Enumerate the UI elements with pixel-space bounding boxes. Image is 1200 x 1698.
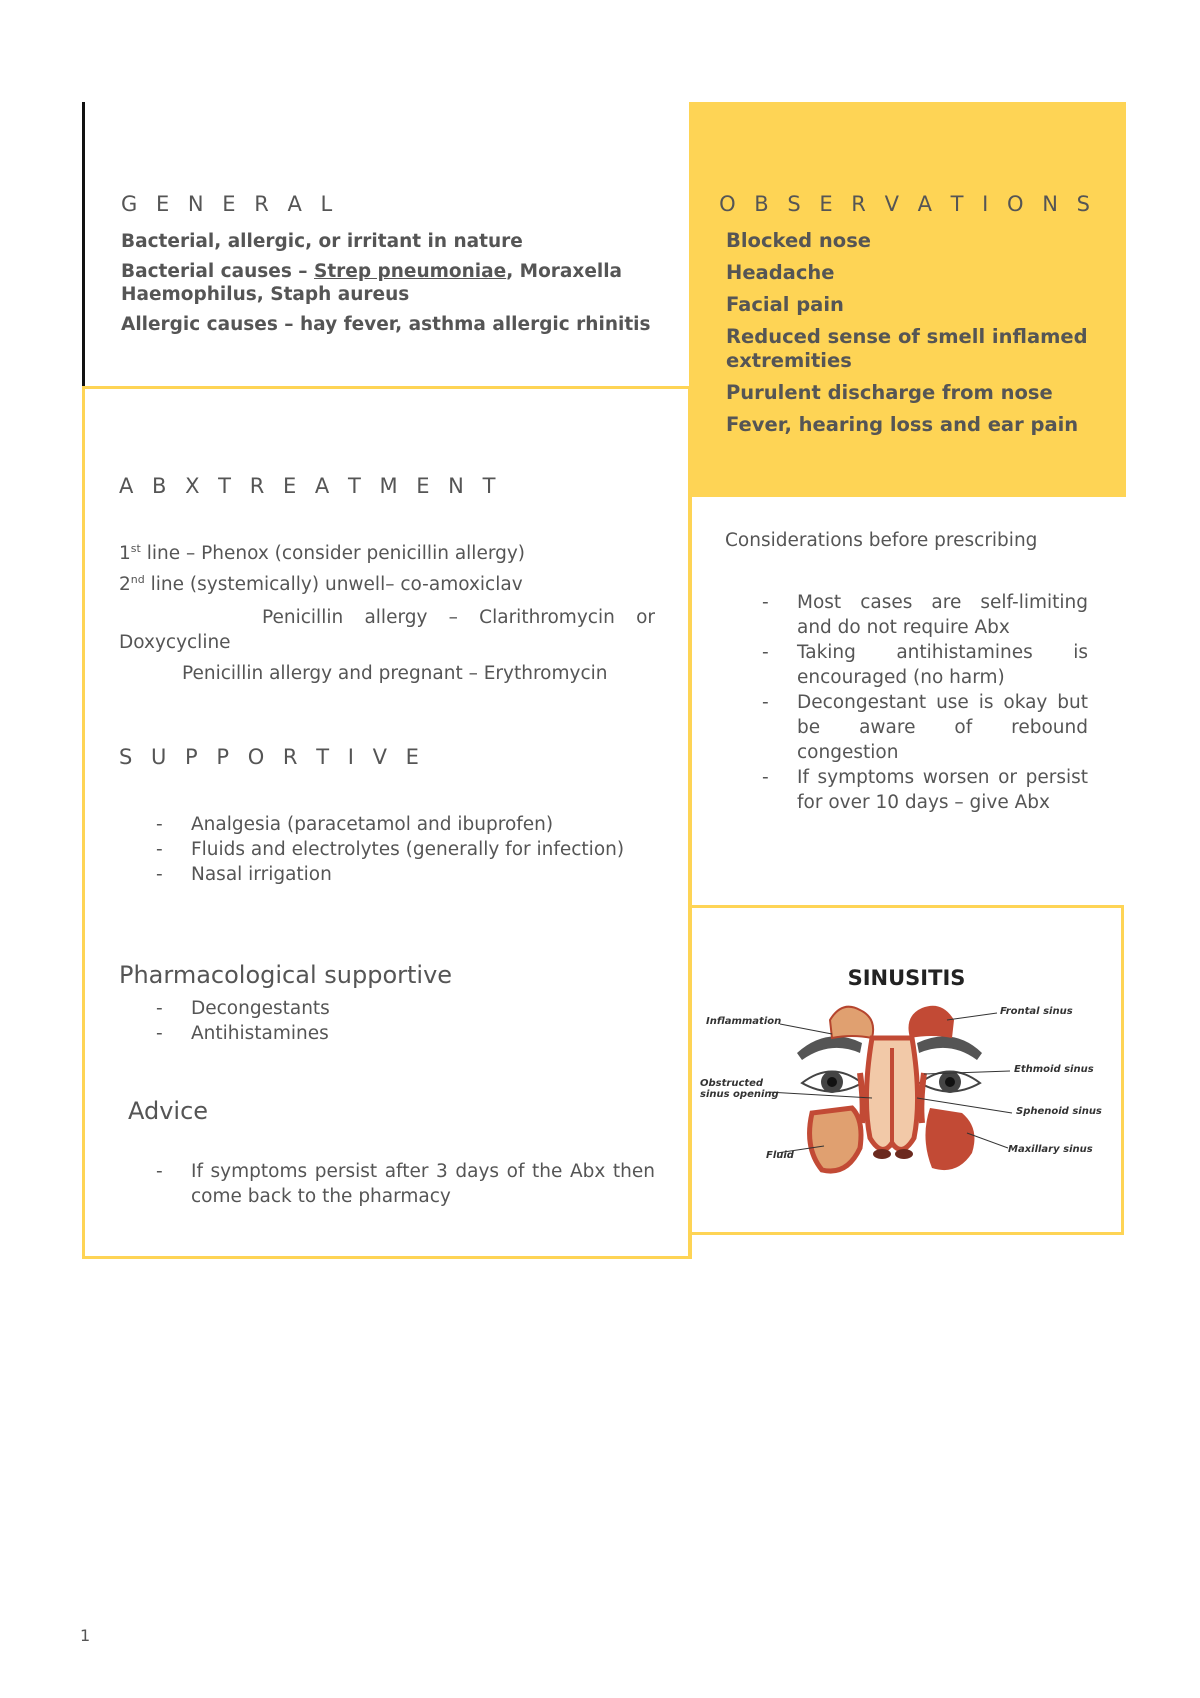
observation-item: Headache (726, 261, 835, 284)
abx-heading: A B X T R E A T M E N T (119, 474, 502, 498)
label-ethmoid-sinus: Ethmoid sinus (1014, 1064, 1094, 1075)
general-line-allergic: Allergic causes – hay fever, asthma allergic rhinitis (121, 314, 651, 335)
observation-item: Fever, hearing loss and ear pain (726, 413, 1079, 436)
supportive-heading: S U P P O R T I V E (119, 745, 425, 769)
page-number: 1 (80, 1626, 91, 1645)
label-frontal-sinus: Frontal sinus (1000, 1006, 1073, 1017)
list-item: - If symptoms persist after 3 days of the Abx then come back to the pharmacy (119, 1159, 655, 1209)
list-item: - Antihistamines (119, 1021, 655, 1046)
observation-item: Reduced sense of smell inflamed extremities (726, 325, 1088, 372)
label-inflammation: Inflammation (706, 1016, 782, 1027)
considerations-heading: Considerations before prescribing (725, 530, 1038, 551)
bacterial-suffix: , Moraxella Haemophilus, Staph aureus (121, 261, 623, 305)
list-item: - Taking antihistamines is encouraged (no harm) (725, 640, 1088, 690)
list-item: - Analgesia (paracetamol and ibuprofen) (119, 812, 655, 837)
pharmacological-heading: Pharmacological supportive (119, 961, 453, 989)
observation-item: Blocked nose (726, 229, 872, 252)
sinusitis-illustration-box (689, 905, 1124, 1235)
abx-first-line: 1st line – Phenox (consider penicillin allergy) (119, 541, 526, 564)
observations-section (689, 102, 1126, 497)
label-maxillary-sinus: Maxillary sinus (1008, 1144, 1093, 1155)
label-sphenoid-sinus: Sphenoid sinus (1016, 1106, 1102, 1117)
observations-heading: O B S E R V A T I O N S (719, 192, 1096, 216)
label-obstructed-sinus: Obstructed sinus opening (700, 1078, 779, 1100)
observation-item: Facial pain (726, 293, 844, 316)
label-fluid: Fluid (766, 1150, 794, 1161)
pharmacological-list (119, 996, 655, 1046)
general-section (82, 102, 690, 386)
list-item: - Decongestant use is okay but be aware of rebound congestion (725, 690, 1088, 765)
list-item: - Nasal irrigation (119, 862, 655, 887)
advice-list (119, 1159, 655, 1209)
abx-penicillin-pregnant: Penicillin allergy and pregnant – Erythromycin (182, 663, 608, 684)
abx-second-line: 2nd line (systemically) unwell– co-amoxiclav (119, 572, 523, 595)
observation-item: Purulent discharge from nose (726, 381, 1053, 404)
supportive-list (119, 812, 655, 887)
list-item: - Decongestants (119, 996, 655, 1021)
general-line-nature: Bacterial, allergic, or irritant in nature (121, 231, 523, 252)
list-item: - If symptoms worsen or persist for over 10 days – give Abx (725, 765, 1088, 815)
sinusitis-title: SINUSITIS (847, 966, 966, 990)
general-line-bacterial (121, 260, 661, 306)
advice-heading: Advice (128, 1097, 209, 1125)
general-heading: G E N E R A L (121, 192, 339, 216)
bacterial-prefix: Bacterial causes – (121, 261, 314, 282)
list-item: - Most cases are self-limiting and do not require Abx (725, 590, 1088, 640)
strep-underlined: Strep pneumoniae (314, 261, 507, 282)
abx-penicillin-allergy: Penicillin allergy – Clarithromycin or Doxycycline (119, 607, 655, 653)
list-item: - Fluids and electrolytes (generally for infection) (119, 837, 655, 862)
considerations-list (725, 590, 1088, 815)
